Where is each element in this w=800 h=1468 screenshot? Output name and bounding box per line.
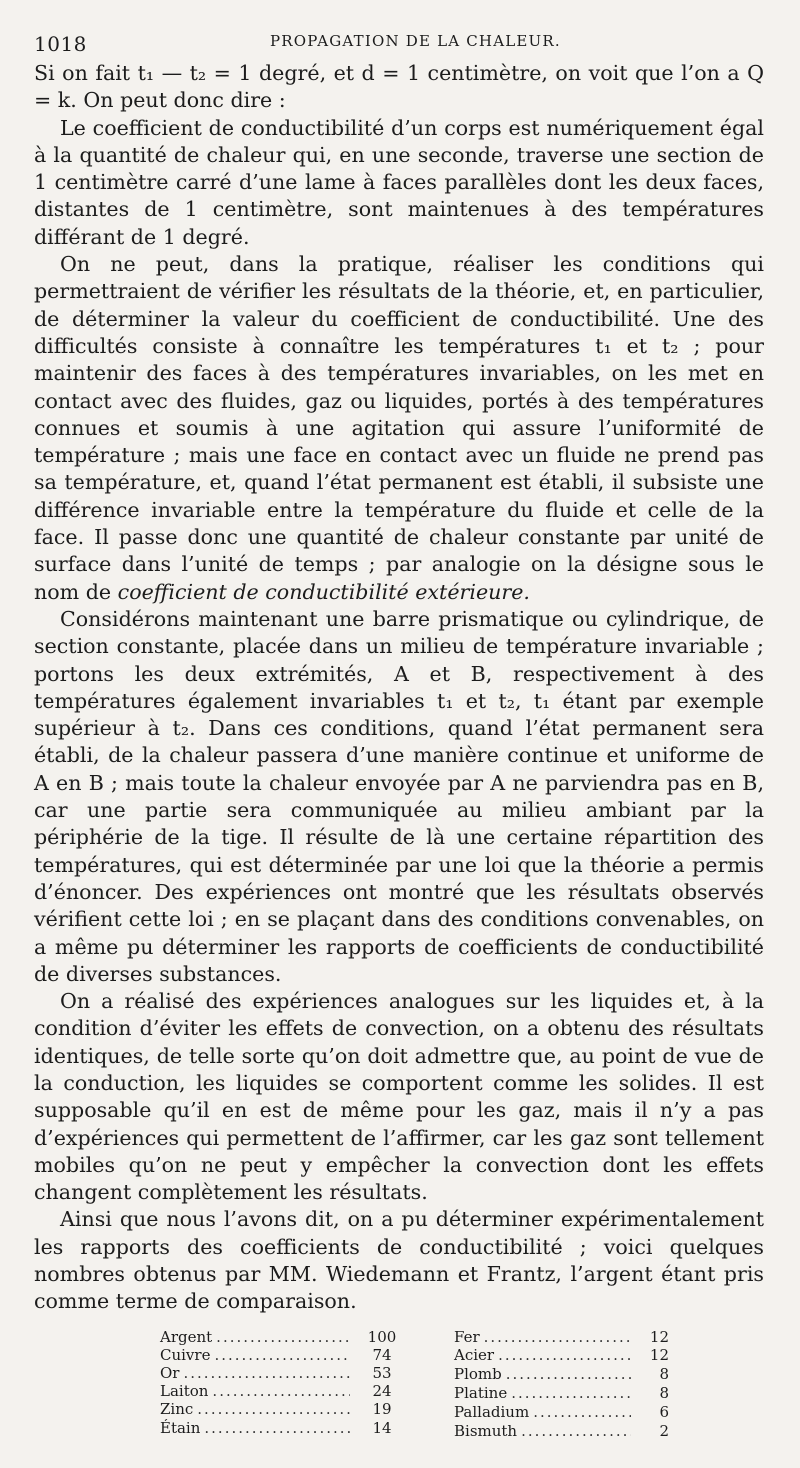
italic-term: coefficient de conductibilité extérieure.	[117, 579, 530, 604]
metal-value: 53	[372, 1364, 392, 1383]
metal-name: Laiton	[160, 1382, 209, 1401]
leader-dots	[212, 1382, 350, 1400]
table-column-left	[160, 1328, 410, 1437]
table-column-right	[454, 1328, 669, 1441]
table-row	[454, 1365, 669, 1384]
table-row	[454, 1403, 669, 1422]
metal-value: 24	[372, 1382, 392, 1401]
page-header	[34, 22, 764, 56]
metal-value: 74	[372, 1345, 392, 1364]
metal-name: Bismuth	[454, 1421, 518, 1440]
metal-value: 14	[372, 1418, 392, 1437]
leader-dots	[498, 1346, 631, 1365]
metal-value: 19	[372, 1400, 392, 1419]
table-row	[454, 1346, 669, 1365]
table-row	[160, 1382, 410, 1400]
metal-value: 2	[659, 1421, 669, 1440]
leader-dots	[197, 1400, 350, 1418]
paragraph-practice	[34, 251, 764, 606]
metal-value: 12	[649, 1327, 669, 1346]
metal-value: 8	[659, 1365, 669, 1384]
metal-name: Argent	[160, 1327, 213, 1346]
metal-name: Fer	[454, 1327, 480, 1346]
table-row	[160, 1419, 410, 1437]
metal-name: Palladium	[454, 1402, 530, 1421]
metal-name: Cuivre	[160, 1345, 211, 1364]
metal-name: Platine	[454, 1384, 508, 1403]
leader-dots	[533, 1403, 631, 1422]
paragraph-1: Si on fait t₁ — t₂ = 1 degré, et d = 1 centimètre, on voit que l’on a Q = k. On peut donc dire :	[34, 61, 764, 113]
paragraph-ratios: Ainsi que nous l’avons dit, on a pu déterminer expérimentalement les rapports des coefficients de conductibilité ; voici quelques nombres obtenus par MM. Wiedemann et Frantz, l’argent étant pris comme terme de comparaison.	[34, 1207, 764, 1314]
paragraph-liquids: On a réalisé des expériences analogues sur les liquides et, à la condition d’éviter les effets de convection, on a obtenu des résultats identiques, de telle sorte qu’on doit admettre que, au point de vue de la conduction, les liquides se comportent comme les solides. Il est supposable qu’il en est de même pour les gaz, mais il n’y a pas d’expériences qui permettent de l’affirmer, car les gaz sont tellement mobiles qu’on ne peut y empêcher la convection dont les effets changent complètement les résultats.	[34, 989, 764, 1205]
leader-dots	[204, 1419, 350, 1437]
table-row	[160, 1400, 410, 1418]
metal-name: Étain	[160, 1418, 201, 1437]
conductivity-table	[34, 1328, 764, 1468]
metal-value: 6	[659, 1402, 669, 1421]
running-title: PROPAGATION DE LA CHALEUR.	[270, 32, 561, 50]
metal-name: Acier	[454, 1346, 495, 1365]
leader-dots	[216, 1328, 350, 1346]
metal-value: 12	[649, 1346, 669, 1365]
leader-dots	[484, 1328, 631, 1347]
metal-value: 8	[659, 1384, 669, 1403]
metal-name: Plomb	[454, 1365, 502, 1384]
leader-dots	[183, 1364, 350, 1382]
metal-value: 100	[367, 1327, 397, 1346]
paragraph-bar: Considérons maintenant une barre prismatique ou cylindrique, de section constante, placée dans un milieu de température invariable ; portons les deux extrémités, A et B, respectivement à des températures également invariables t₁ et t₂, t₁ étant par exemple supérieur à t₂. Dans ces conditions, quand l’état permanent sera établi, de la chaleur passera d’une manière continue et uniforme de A en B ; mais toute la chaleur envoyée par A ne parviendra pas en B, car une partie sera communiquée au milieu ambiant par la périphérie de la tige. Il résulte de là une certaine répartition des températures, qui est déterminée par une loi que la théorie a permis d’énoncer. Des expériences ont montré que les résultats observés vérifient cette loi ; en se plaçant dans des conditions convenables, on a même pu déterminer les rapports de coefficients de conductibilité de diverses substances.	[34, 606, 764, 986]
paragraph-definition: Le coefficient de conductibilité d’un corps est numériquement égal à la quantité de chaleur qui, en une seconde, traverse une section de 1 centimètre carré d’une lame à faces parallèles dont les deux faces, distantes de 1 centimètre, sont maintenues à des températures différant de 1 degré.	[34, 115, 764, 249]
leader-dots	[511, 1384, 631, 1403]
table-row	[454, 1422, 669, 1441]
document-page	[34, 22, 764, 1468]
table-row	[160, 1346, 410, 1364]
paragraph-practice-text: On ne peut, dans la pratique, réaliser les conditions qui permettraient de vérifier les résultats de la théorie, et, en particulier, de déterminer la valeur du coefficient de conductibilité. Une des difficultés consiste à connaître les températures t₁ et t₂ ; pour maintenir des faces à des températures invariables, on les met en contact avec des fluides, gaz ou liquides, portés à des températures connues et soumis à une agitation qui assure l’uniformité de température ; mais une face en contact avec un fluide ne prend pas sa température, et, quand l’état permanent est établi, il subsiste une différence invariable entre la température du fluide et celle de la face. Il passe donc une quantité de chaleur constante par unité de surface dans l’unité de temps ; par analogie on la désigne sous le nom de	[34, 252, 764, 604]
page-number: 1018	[34, 32, 87, 56]
table-row	[160, 1328, 410, 1346]
table-row	[160, 1364, 410, 1382]
table-row	[454, 1384, 669, 1403]
table-row	[454, 1328, 669, 1347]
metal-name: Zinc	[160, 1400, 194, 1419]
leader-dots	[521, 1422, 631, 1441]
metal-name: Or	[160, 1364, 180, 1383]
leader-dots	[214, 1346, 350, 1364]
leader-dots	[506, 1365, 631, 1384]
